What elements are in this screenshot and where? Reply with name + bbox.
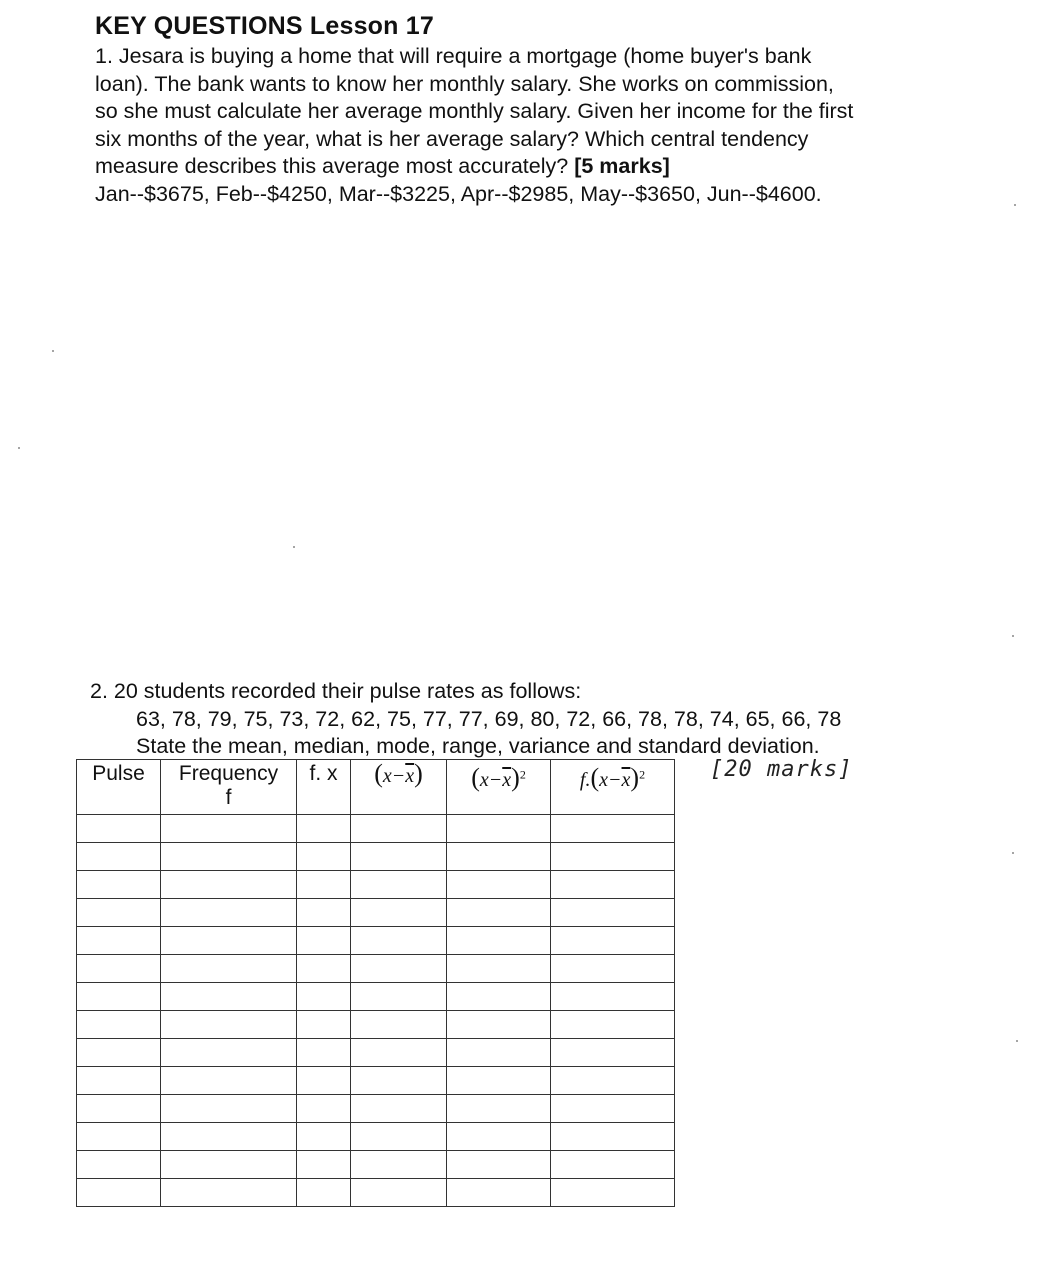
table-row — [77, 1123, 675, 1151]
table-cell[interactable] — [351, 1151, 447, 1179]
table-cell[interactable] — [447, 955, 551, 983]
table-row — [77, 899, 675, 927]
table-cell[interactable] — [447, 1179, 551, 1207]
table-cell[interactable] — [297, 1179, 351, 1207]
table-cell[interactable] — [447, 1011, 551, 1039]
table-cell[interactable] — [351, 1067, 447, 1095]
table-cell[interactable] — [447, 983, 551, 1011]
table-cell[interactable] — [447, 899, 551, 927]
table-cell[interactable] — [297, 983, 351, 1011]
table-cell[interactable] — [351, 871, 447, 899]
table-cell[interactable] — [161, 815, 297, 843]
table-cell[interactable] — [161, 1151, 297, 1179]
header-fx: f. x — [297, 760, 351, 815]
question-1-line: loan). The bank wants to know her monthly salary. She works on commission, — [95, 71, 834, 96]
table-cell[interactable] — [77, 983, 161, 1011]
question-2-instruction: State the mean, median, mode, range, variance and standard deviation. — [136, 734, 820, 758]
handwritten-marks: [20 marks] — [710, 757, 853, 782]
table-cell[interactable] — [77, 1011, 161, 1039]
table-cell[interactable] — [351, 955, 447, 983]
question-1-line: six months of the year, what is her average salary? Which central tendency — [95, 126, 809, 151]
table-cell[interactable] — [447, 1039, 551, 1067]
table-row — [77, 1179, 675, 1207]
table-cell[interactable] — [447, 1151, 551, 1179]
table-cell[interactable] — [351, 1039, 447, 1067]
table-cell[interactable] — [551, 815, 675, 843]
question-2-data: 63, 78, 79, 75, 73, 72, 62, 75, 77, 77, 69, 80, 72, 66, 78, 78, 74, 65, 66, 78 — [136, 706, 842, 731]
table-cell[interactable] — [297, 1039, 351, 1067]
table-cell[interactable] — [297, 815, 351, 843]
table-cell[interactable] — [161, 899, 297, 927]
table-cell[interactable] — [551, 1151, 675, 1179]
header-deviation: $(x-\overline{x})$ — [351, 760, 447, 815]
table-cell[interactable] — [161, 843, 297, 871]
question-1-line — [95, 153, 975, 181]
table-row — [77, 983, 675, 1011]
table-cell[interactable] — [351, 843, 447, 871]
table-row — [77, 1067, 675, 1095]
table-cell[interactable] — [551, 899, 675, 927]
table-cell[interactable] — [297, 1011, 351, 1039]
table-cell[interactable] — [161, 927, 297, 955]
table-cell[interactable] — [297, 899, 351, 927]
table-header-row — [77, 760, 675, 815]
table-row — [77, 815, 675, 843]
question-1-incomes: Jan--$3675, Feb--$4250, Mar--$3225, Apr--$2985, May--$3650, Jun--$4600. — [95, 181, 822, 206]
table-cell[interactable] — [77, 1095, 161, 1123]
table-cell[interactable] — [297, 955, 351, 983]
table-cell[interactable] — [161, 871, 297, 899]
table-cell[interactable] — [551, 1039, 675, 1067]
table-cell[interactable] — [77, 1123, 161, 1151]
table-cell[interactable] — [297, 1067, 351, 1095]
table-cell[interactable] — [551, 983, 675, 1011]
table-cell[interactable] — [297, 871, 351, 899]
table-cell[interactable] — [77, 815, 161, 843]
table-cell[interactable] — [551, 843, 675, 871]
table-cell[interactable] — [447, 1067, 551, 1095]
table-cell[interactable] — [551, 1011, 675, 1039]
table-row — [77, 927, 675, 955]
table-cell[interactable] — [297, 927, 351, 955]
table-row — [77, 1095, 675, 1123]
table-cell[interactable] — [77, 1067, 161, 1095]
table-cell[interactable] — [77, 955, 161, 983]
question-1-line-text: measure describes this average most accurately? — [95, 154, 575, 178]
header-deviation-squared: $(x-\overline{x})^2$ — [447, 760, 551, 815]
question-2 — [90, 678, 841, 761]
table-cell[interactable] — [161, 1039, 297, 1067]
table-cell[interactable] — [447, 871, 551, 899]
table-cell[interactable] — [161, 1095, 297, 1123]
table-cell[interactable] — [447, 1123, 551, 1151]
question-1-line: 1. Jesara is buying a home that will require a mortgage (home buyer's bank — [95, 44, 812, 68]
table-row — [77, 1039, 675, 1067]
table-cell[interactable] — [297, 1123, 351, 1151]
table-row — [77, 871, 675, 899]
table-cell[interactable] — [297, 843, 351, 871]
table-cell[interactable] — [351, 815, 447, 843]
table-cell[interactable] — [447, 927, 551, 955]
table-cell[interactable] — [551, 955, 675, 983]
table-cell[interactable] — [351, 983, 447, 1011]
table-cell[interactable] — [447, 1095, 551, 1123]
header-frequency-label: Frequency — [178, 762, 279, 785]
table-cell[interactable] — [447, 843, 551, 871]
table-cell[interactable] — [297, 1095, 351, 1123]
table-cell[interactable] — [351, 1095, 447, 1123]
header-frequency — [161, 760, 297, 815]
question-2-intro: 2. 20 students recorded their pulse rates as follows: — [90, 679, 582, 703]
table-cell[interactable] — [161, 1011, 297, 1039]
table-cell[interactable] — [161, 955, 297, 983]
table-cell[interactable] — [447, 815, 551, 843]
table-cell[interactable] — [77, 1179, 161, 1207]
header-f-deviation-squared: $f.(x-\overline{x})^2$ — [551, 760, 675, 815]
table-cell[interactable] — [351, 927, 447, 955]
table-cell[interactable] — [161, 1067, 297, 1095]
table-cell[interactable] — [77, 1151, 161, 1179]
table-cell[interactable] — [351, 1123, 447, 1151]
table-row — [77, 1011, 675, 1039]
page-title: KEY QUESTIONS Lesson 17 — [95, 12, 434, 40]
table-cell[interactable] — [297, 1151, 351, 1179]
table-cell[interactable] — [161, 983, 297, 1011]
header-frequency-sub: f — [225, 786, 232, 809]
table-cell[interactable] — [77, 843, 161, 871]
table-cell[interactable] — [77, 1039, 161, 1067]
table-cell[interactable] — [551, 871, 675, 899]
table-cell[interactable] — [77, 927, 161, 955]
table-cell[interactable] — [351, 1179, 447, 1207]
table-cell[interactable] — [551, 1123, 675, 1151]
table-cell[interactable] — [161, 1123, 297, 1151]
table-cell[interactable] — [351, 899, 447, 927]
question-1-line: so she must calculate her average monthly salary. Given her income for the first — [95, 99, 854, 123]
table-cell[interactable] — [551, 1179, 675, 1207]
table-cell[interactable] — [351, 1011, 447, 1039]
table-row — [77, 1151, 675, 1179]
question-1 — [95, 43, 975, 208]
question-1-marks: [5 marks] — [574, 154, 670, 178]
table-cell[interactable] — [77, 871, 161, 899]
table-cell[interactable] — [551, 1067, 675, 1095]
table-cell[interactable] — [551, 927, 675, 955]
table-cell[interactable] — [161, 1179, 297, 1207]
table-body — [77, 815, 675, 1207]
table-cell[interactable] — [551, 1095, 675, 1123]
table-cell[interactable] — [77, 899, 161, 927]
table-row — [77, 843, 675, 871]
pulse-table — [76, 759, 675, 1207]
header-pulse: Pulse — [77, 760, 161, 815]
table-row — [77, 955, 675, 983]
